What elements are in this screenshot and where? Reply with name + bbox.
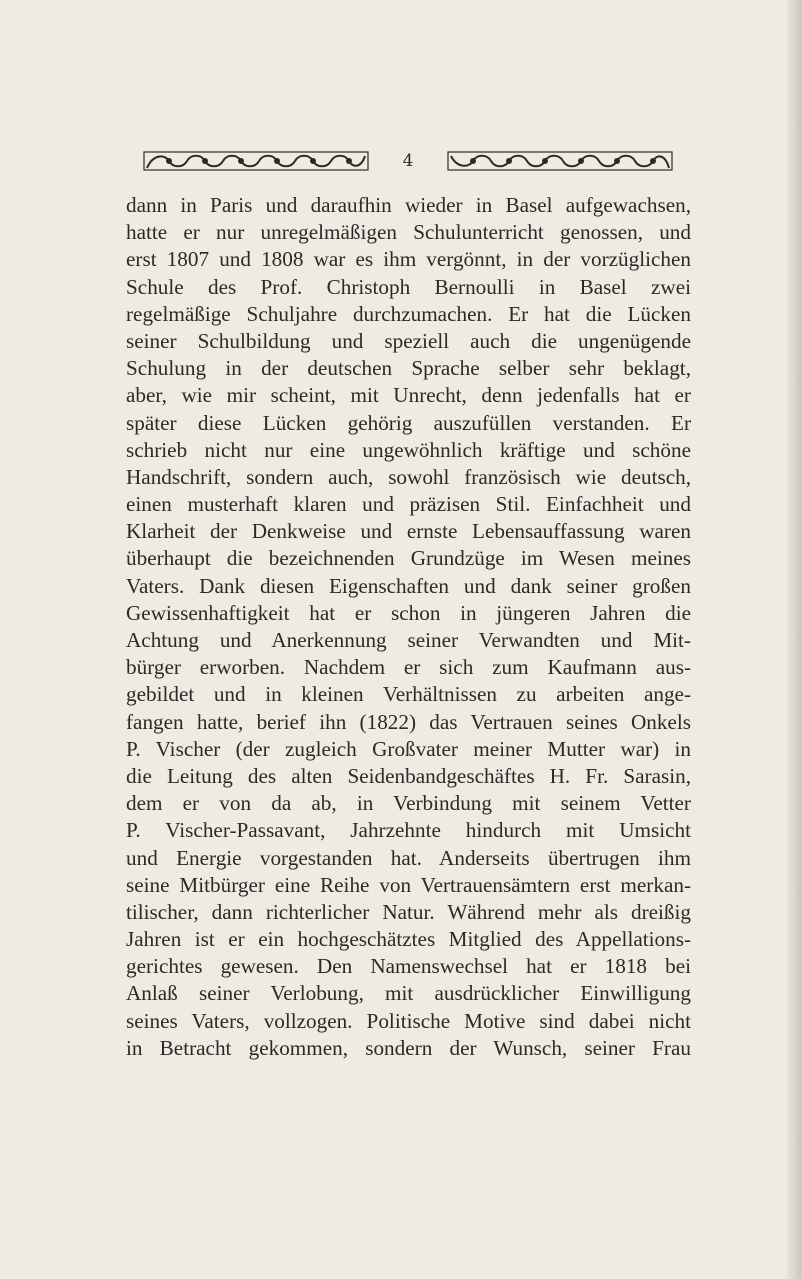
- decorative-ornament-icon: [143, 150, 369, 172]
- text-line: P. Vischer (der zugleich Großvater meiner Mutter war) in: [126, 736, 691, 761]
- body-text: [126, 192, 691, 1062]
- text-line: tilischer, dann richterlicher Natur. Während mehr als dreißig: [126, 899, 691, 924]
- text-line: seines Vaters, vollzogen. Politische Motive sind dabei nicht: [126, 1008, 691, 1033]
- text-line: Klarheit der Denkweise und ernste Lebensauffassung waren: [126, 519, 691, 544]
- text-line: hatte er nur unregelmäßigen Schulunterricht genossen, und: [126, 220, 691, 245]
- text-line: dem er von da ab, in Verbindung mit seinem Vetter: [126, 791, 691, 816]
- text-line: einen musterhaft klaren und präzisen Stil. Einfachheit und: [126, 492, 691, 517]
- text-line: seine Mitbürger eine Reihe von Vertrauensämtern erst merkan-: [126, 872, 691, 897]
- text-line: die Leitung des alten Seidenbandgeschäftes H. Fr. Sarasin,: [126, 763, 691, 788]
- text-line: P. Vischer-Passavant, Jahrzehnte hindurch mit Umsicht: [126, 818, 691, 843]
- text-line: und Energie vorgestanden hat. Anderseits übertrugen ihm: [126, 845, 691, 870]
- text-line: Schulung in der deutschen Sprache selber sehr beklagt,: [126, 356, 691, 381]
- text-line: in Betracht gekommen, sondern der Wunsch, seiner Frau: [126, 1035, 691, 1060]
- text-line: gerichtes gewesen. Den Namenswechsel hat er 1818 bei: [126, 954, 691, 979]
- text-line: gebildet und in kleinen Verhältnissen zu arbeiten ange-: [126, 682, 691, 707]
- text-line: bürger erworben. Nachdem er sich zum Kaufmann aus-: [126, 655, 691, 680]
- text-line: fangen hatte, berief ihn (1822) das Vertrauen seines Onkels: [126, 709, 691, 734]
- text-line: aber, wie mir scheint, mit Unrecht, denn jedenfalls hat er: [126, 383, 691, 408]
- text-line: Handschrift, sondern auch, sowohl französisch wie deutsch,: [126, 464, 691, 489]
- text-line: überhaupt die bezeichnenden Grundzüge im Wesen meines: [126, 546, 691, 571]
- text-line: schrieb nicht nur eine ungewöhnlich kräftige und schöne: [126, 437, 691, 462]
- page-number: 4: [402, 151, 414, 171]
- text-line: Jahren ist er ein hochgeschätztes Mitglied des Appellations-: [126, 927, 691, 952]
- text-line: regelmäßige Schuljahre durchzumachen. Er hat die Lücken: [126, 301, 691, 326]
- text-line: seiner Schulbildung und speziell auch die ungenügende: [126, 328, 691, 353]
- decorative-ornament-icon: [447, 150, 673, 172]
- page-header: [0, 150, 801, 176]
- text-line: Achtung und Anerkennung seiner Verwandten und Mit-: [126, 628, 691, 652]
- text-line: Vaters. Dank diesen Eigenschaften und dank seiner großen: [126, 573, 691, 598]
- page-edge-shadow: [787, 0, 801, 1279]
- text-line: später diese Lücken gehörig auszufüllen verstanden. Er: [126, 410, 691, 435]
- text-line: Anlaß seiner Verlobung, mit ausdrücklicher Einwilligung: [126, 981, 691, 1006]
- text-line: dann in Paris und daraufhin wieder in Basel aufgewachsen,: [126, 193, 691, 217]
- text-line: Schule des Prof. Christoph Bernoulli in Basel zwei: [126, 274, 691, 299]
- text-line: Gewissenhaftigkeit hat er schon in jüngeren Jahren die: [126, 600, 691, 625]
- text-line: erst 1807 und 1808 war es ihm vergönnt, in der vorzüglichen: [126, 247, 691, 272]
